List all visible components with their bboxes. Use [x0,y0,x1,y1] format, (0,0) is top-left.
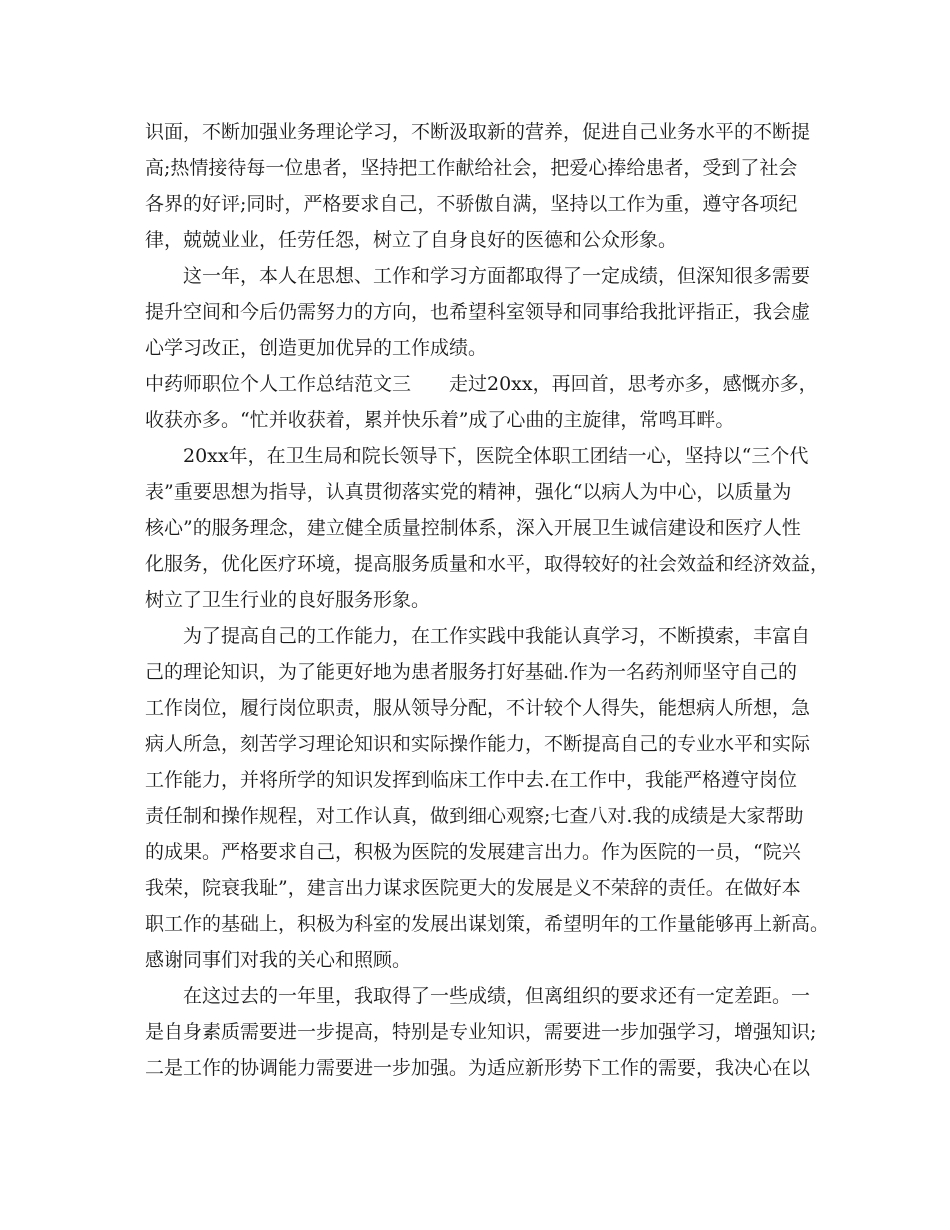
text-line: 在这过去的一年里，我取得了一些成绩，但离组织的要求还有一定差距。一 [183,985,811,1007]
text-line: 职工作的基础上，积极为科室的发展出谋划策，希望明年的工作量能够再上新高。 [145,913,830,935]
text-line: 提升空间和今后仍需努力的方向，也希望科室领导和同事给我批评指正，我会虚 [145,301,811,323]
text-line: 的成果。严格要求自己，积极为医院的发展建言出力。作为医院的一员，“院兴 [145,841,801,863]
text-line: 是自身素质需要进一步提高，特别是专业知识，需要进一步加强学习，增强知识; [145,1021,817,1043]
text-line: 工作能力，并将所学的知识发挥到临床工作中去.在工作中，我能严格遵守岗位 [145,769,798,791]
text-line: 树立了卫生行业的良好服务形象。 [145,589,431,611]
text-line: 高;热情接待每一位患者，坚持把工作献给社会，把爱心捧给患者，受到了社会 [145,157,798,179]
text-line: 工作岗位，履行岗位职责，服从领导分配，不计较个人得失，能想病人所想，急 [145,697,811,719]
section-heading-line: 中药师职位个人工作总结范文三 走过20xx，再回首，思考亦多，感慨亦多， [145,373,818,395]
text-line: 20xx年，在卫生局和院长领导下，医院全体职工团结一心，坚持以“三个代 [183,445,809,467]
text-line: 律，兢兢业业，任劳任怨，树立了自身良好的医德和公众形象。 [145,229,678,251]
text-line: 这一年，本人在思想、工作和学习方面都取得了一定成绩，但深知很多需要 [183,265,811,287]
text-line: 病人所急，刻苦学习理论知识和实际操作能力，不断提高自己的专业水平和实际 [145,733,811,755]
text-line: 二是工作的协调能力需要进一步加强。为适应新形势下工作的需要，我决心在以 [145,1057,811,1079]
text-line: 己的理论知识，为了能更好地为患者服务打好基础.作为一名药剂师坚守自己的 [145,661,798,683]
text-line: 识面，不断加强业务理论学习，不断汲取新的营养，促进自己业务水平的不断提 [145,121,811,143]
text-line: 表”重要思想为指导，认真贯彻落实党的精神，强化“以病人为中心，以质量为 [145,481,792,503]
text-line: 心学习改正，创造更加优异的工作成绩。 [145,337,488,359]
text-line: 为了提高自己的工作能力，在工作实践中我能认真学习，不断摸索，丰富自 [183,625,811,647]
text-line: 化服务，优化医疗环境，提高服务质量和水平，取得较好的社会效益和经济效益， [145,553,830,575]
text-line: 感谢同事们对我的关心和照顾。 [145,949,412,971]
text-line: 收获亦多。“忙并收获着，累并快乐着”成了心曲的主旋律，常鸣耳畔。 [145,409,735,431]
text-line: 责任制和操作规程，对工作认真，做到细心观察;七查八对.我的成绩是大家帮助 [145,805,804,827]
text-line: 核心”的服务理念，建立健全质量控制体系，深入开展卫生诚信建设和医疗人性 [145,517,801,539]
text-line: 各界的好评;同时，严格要求自己，不骄傲自满，坚持以工作为重，遵守各项纪 [145,193,798,215]
text-line: 我荣，院衰我耻”，建言出力谋求医院更大的发展是义不荣辞的责任。在做好本 [145,877,801,899]
